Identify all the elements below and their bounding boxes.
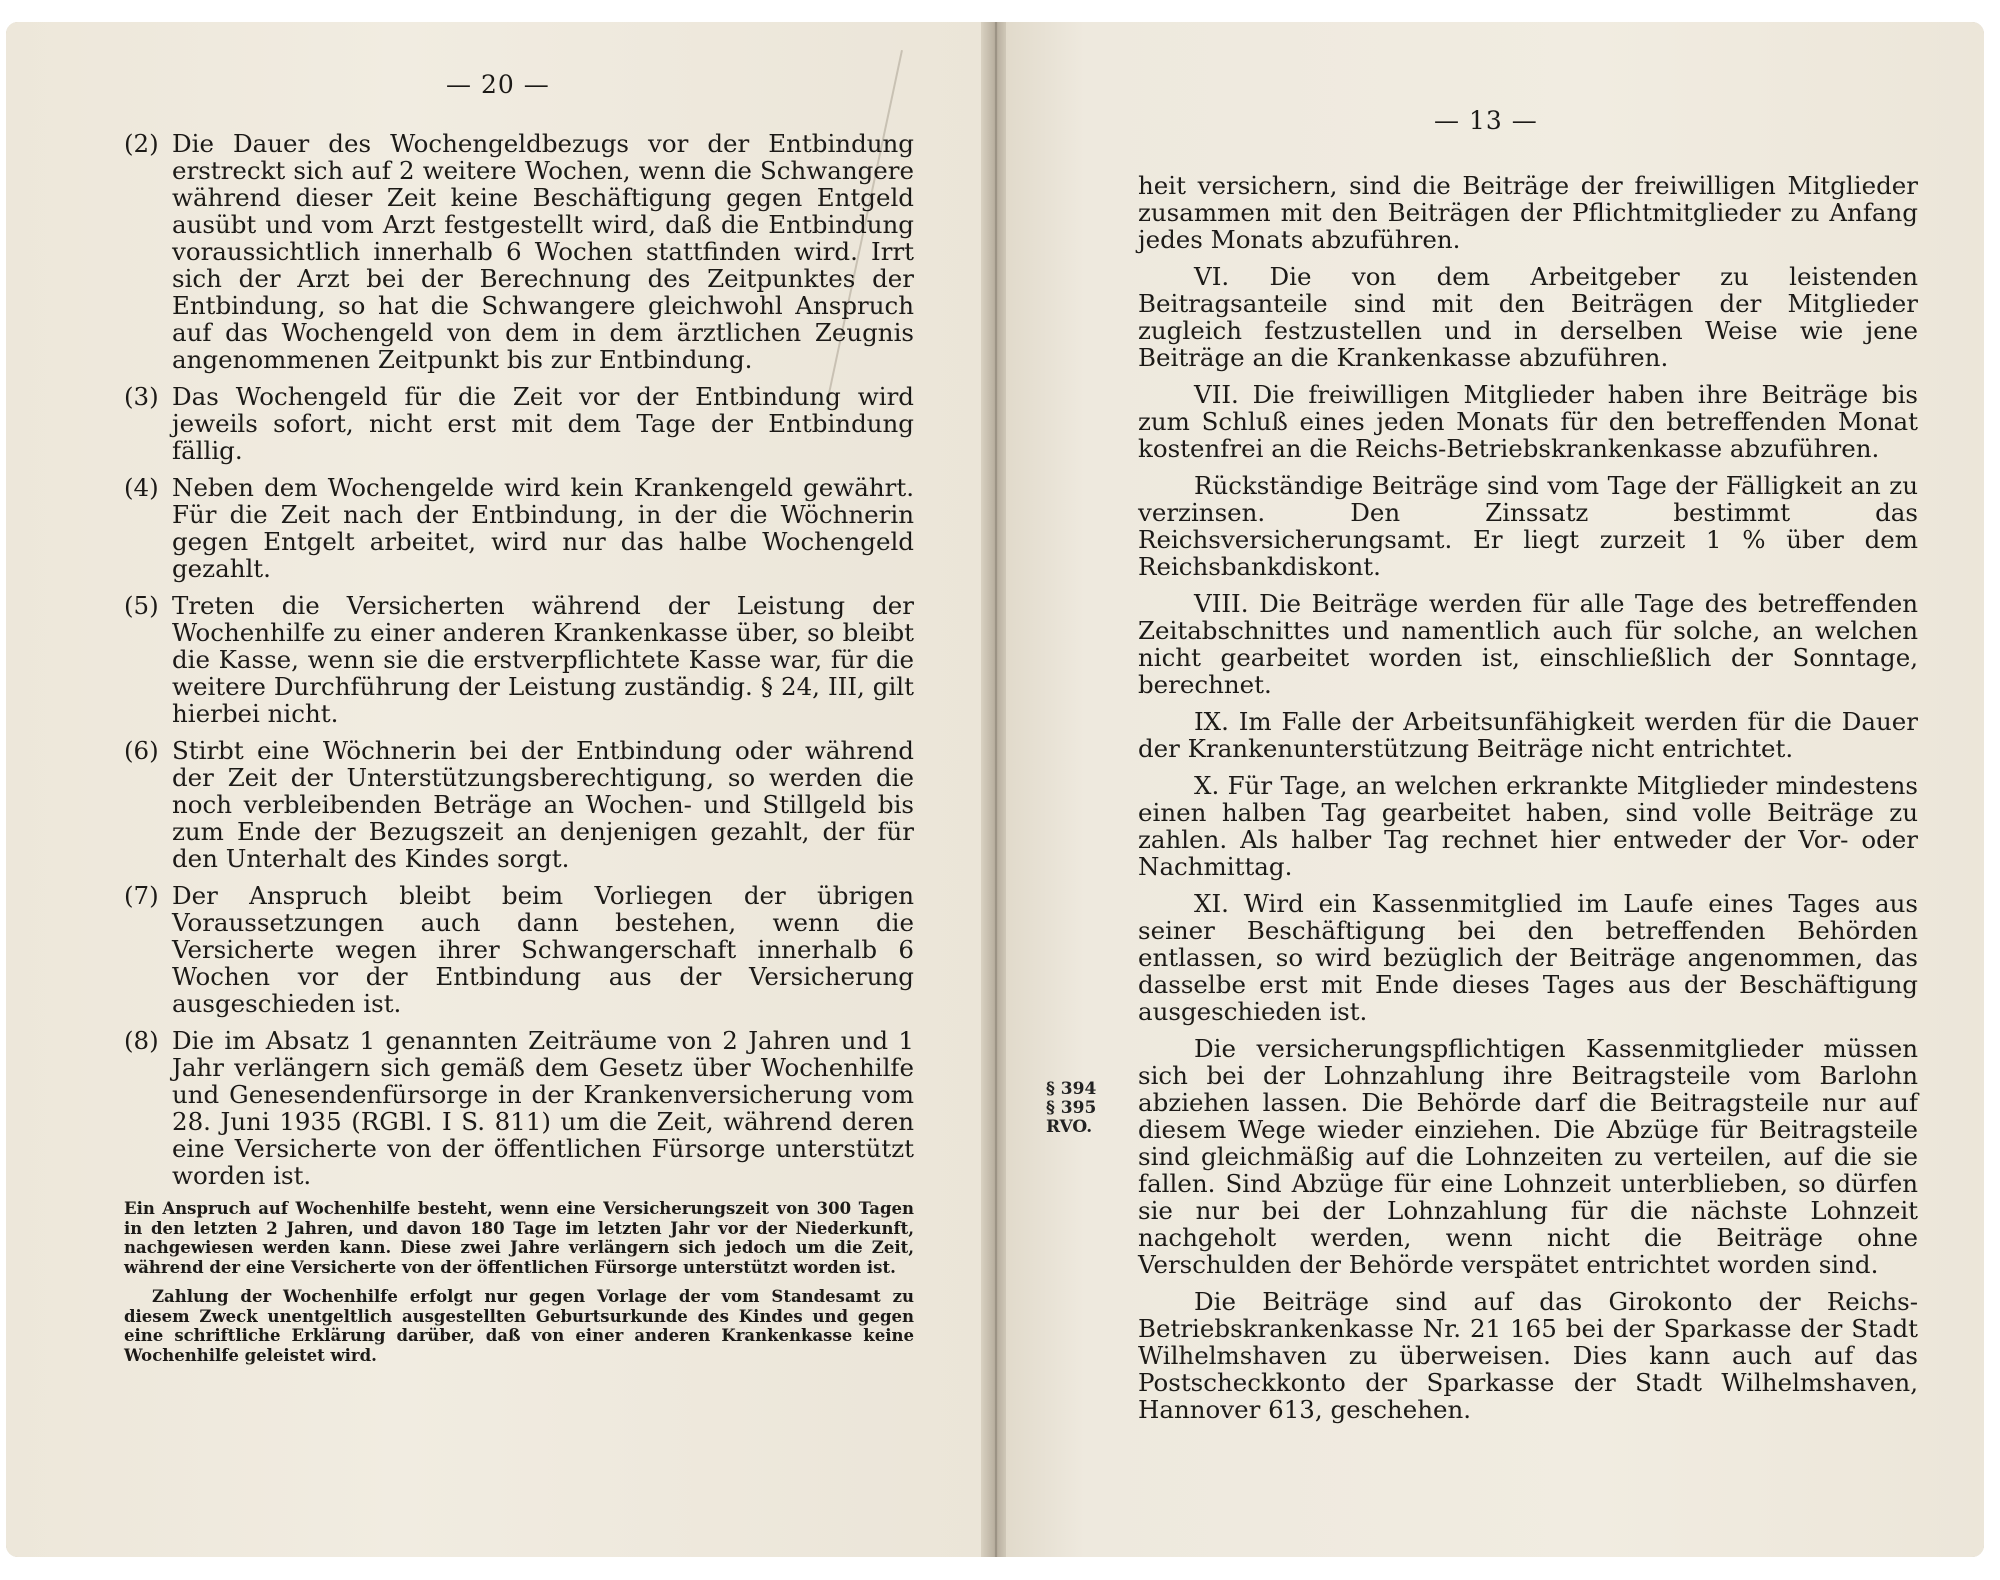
section-vi: VI. Die von dem Arbeitgeber zu leistenden Beitragsanteile sind mit den Beiträgen der Mitglieder zugleich festzustellen und in derselben Weise wie jene Beiträge an die Krankenkasse abzuführen.	[1138, 262, 1918, 372]
paragraph-text: Der Anspruch bleibt beim Vorliegen der übrigen Voraussetzungen auch dann bestehen, wenn die Versicherte wegen ihrer Schwangerschaft innerhalb 6 Wochen vor der Entbindung aus der Versicherung ausgeschieden ist.	[172, 881, 914, 1018]
section-xi: XI. Wird ein Kassenmitglied im Laufe eines Tages aus seiner Beschäftigung bei den betreffenden Behörden entlassen, so wird bezüglich der Beiträge angenommen, das dasselbe erst mit Ende dieses Tages aus der Beschäftigung ausgeschieden ist.	[1138, 889, 1918, 1026]
paragraph-number: (7)	[124, 881, 159, 910]
footnote-payment: Zahlung der Wochenhilfe erfolgt nur gegen Vorlage der vom Standesamt zu diesem Zweck unentgeltlich ausgestellten Geburtsurkunde des Kindes und gegen eine schriftliche Erklärung darüber, daß von einer anderen Krankenkasse keine Wochenhilfe geleistet wird.	[124, 1287, 914, 1365]
paragraph-number: (4)	[124, 473, 159, 502]
paragraph-number: (2)	[124, 129, 159, 158]
margin-reference	[1046, 1080, 1106, 1137]
paragraph-number: (3)	[124, 382, 159, 411]
paragraph-deductions: Die versicherungspflichtigen Kassenmitglieder müssen sich bei der Lohnzahlung ihre Beitragsteile vom Barlohn abziehen lassen. Die Behörde darf die Beitragsteile nur auf diesem Wege wieder einziehen. Die Abzüge für Beitragsteile sind gleichmäßig auf die Lohnzeiten zu verteilen, auf die sie fallen. Sind Abzüge für eine Lohnzeit unterblieben, so dürfen sie nur bei der Lohnzahlung für die nächste Lohnzeit nachgeholt werden, wenn nicht die Beiträge ohne Verschulden der Behörde verspätet entrichtet worden sind.	[1138, 1034, 1918, 1279]
left-page-text	[124, 130, 914, 1375]
section-viii: VIII. Die Beiträge werden für alle Tage des betreffenden Zeitabschnittes und namentlich auch für solche, an welchen nicht gearbeitet worden ist, einschließlich der Sonntage, berechnet.	[1138, 589, 1918, 699]
paragraph-text: Stirbt eine Wöchnerin bei der Entbindung oder während der Zeit der Unterstützungsberechtigung, so werden die noch verbleibenden Beträge an Wochen- und Stillgeld bis zum Ende der Bezugszeit an denjenigen gezahlt, der für den Unterhalt des Kindes sorgt.	[172, 736, 914, 873]
margin-ref-line: RVO.	[1046, 1117, 1093, 1137]
paragraph-bank-account: Die Beiträge sind auf das Girokonto der Reichs-Betriebskrankenkasse Nr. 21 165 bei der Sparkasse der Stadt Wilhelmshaven zu überweisen. Dies kann auch auf das Postscheckkonto der Sparkasse der Stadt Wilhelmshaven, Hannover 613, geschehen.	[1138, 1287, 1918, 1424]
paragraph-text: Treten die Versicherten während der Leistung der Wochenhilfe zu einer anderen Krankenkasse über, so bleibt die Kasse, wenn sie die erstverpflichtete Kasse war, für die weitere Durchführung der Leistung zuständig. § 24, III, gilt hierbei nicht.	[172, 591, 914, 728]
paragraph-8	[124, 1027, 914, 1189]
paragraph-3	[124, 383, 914, 464]
paragraph-continuation: heit versichern, sind die Beiträge der freiwilligen Mitglieder zusammen mit den Beiträgen der Pflichtmitglieder zu Anfang jedes Monats abzuführen.	[1138, 171, 1918, 254]
booklet-spread	[6, 22, 1984, 1557]
paragraph-text: Die im Absatz 1 genannten Zeiträume von 2 Jahren und 1 Jahr verlängern sich gemäß dem Gesetz über Wochenhilfe und Genesendenfürsorge in der Krankenversicherung vom 28. Juni 1935 (RGBl. I S. 811) um die Zeit, während deren eine Versicherte von der öffentlichen Fürsorge unterstützt worden ist.	[172, 1026, 914, 1190]
section-x: X. Für Tage, an welchen erkrankte Mitglieder mindestens einen halben Tag gearbeitet haben, sind volle Beiträge zu zahlen. Als halber Tag rechnet hier entweder der Vor- oder Nachmittag.	[1138, 771, 1918, 881]
right-page-number: — 13 —	[1434, 106, 1538, 135]
right-page-text	[1138, 172, 1918, 1433]
section-ix: IX. Im Falle der Arbeitsunfähigkeit werden für die Dauer der Krankenunterstützung Beiträge nicht entrichtet.	[1138, 707, 1918, 763]
paragraph-text: Neben dem Wochengelde wird kein Krankengeld gewährt. Für die Zeit nach der Entbindung, in der die Wöchnerin gegen Entgelt arbeitet, wird nur das halbe Wochengeld gezahlt.	[172, 473, 914, 583]
paragraph-6	[124, 737, 914, 872]
paragraph-number: (8)	[124, 1026, 159, 1055]
left-page-number: — 20 —	[446, 70, 550, 99]
left-page	[6, 22, 986, 1557]
paragraph-text: Das Wochengeld für die Zeit vor der Entbindung wird jeweils sofort, nicht erst mit dem Tage der Entbindung fällig.	[172, 382, 914, 465]
margin-ref-line: § 394	[1046, 1079, 1097, 1099]
margin-ref-line: § 395	[1046, 1098, 1097, 1118]
footnote-entitlement: Ein Anspruch auf Wochenhilfe besteht, wenn eine Versicherungszeit von 300 Tagen in den letzten 2 Jahren, und davon 180 Tage im letzten Jahr vor der Niederkunft, nachgewiesen werden kann. Diese zwei Jahre verlängern sich jedoch um die Zeit, während der eine Versicherte von der öffentlichen Fürsorge unterstützt worden ist.	[124, 1199, 914, 1277]
paragraph-interest: Rückständige Beiträge sind vom Tage der Fälligkeit an zu verzinsen. Den Zinssatz bestimmt das Reichsversicherungsamt. Er liegt zurzeit 1 % über dem Reichsbankdiskont.	[1138, 471, 1918, 581]
paragraph-2	[124, 130, 914, 373]
right-page	[1006, 22, 1984, 1557]
paragraph-number: (5)	[124, 591, 159, 620]
paragraph-text: Die Dauer des Wochengeldbezugs vor der Entbindung erstreckt sich auf 2 weitere Wochen, wenn die Schwangere während dieser Zeit keine Beschäftigung gegen Entgeld ausübt und vom Arzt festgestellt wird, daß die Entbindung voraussichtlich innerhalb 6 Wochen stattfinden wird. Irrt sich der Arzt bei der Berechnung des Zeitpunktes der Entbindung, so hat die Schwangere gleichwohl Anspruch auf das Wochengeld von dem in dem ärztlichen Zeugnis angenommenen Zeitpunkt bis zur Entbindung.	[172, 129, 914, 374]
section-vii: VII. Die freiwilligen Mitglieder haben ihre Beiträge bis zum Schluß eines jeden Monats für den betreffenden Monat kostenfrei an die Reichs-Betriebskrankenkasse abzuführen.	[1138, 380, 1918, 463]
paragraph-5	[124, 592, 914, 727]
paragraph-7	[124, 882, 914, 1017]
paragraph-number: (6)	[124, 736, 159, 765]
paragraph-4	[124, 474, 914, 582]
